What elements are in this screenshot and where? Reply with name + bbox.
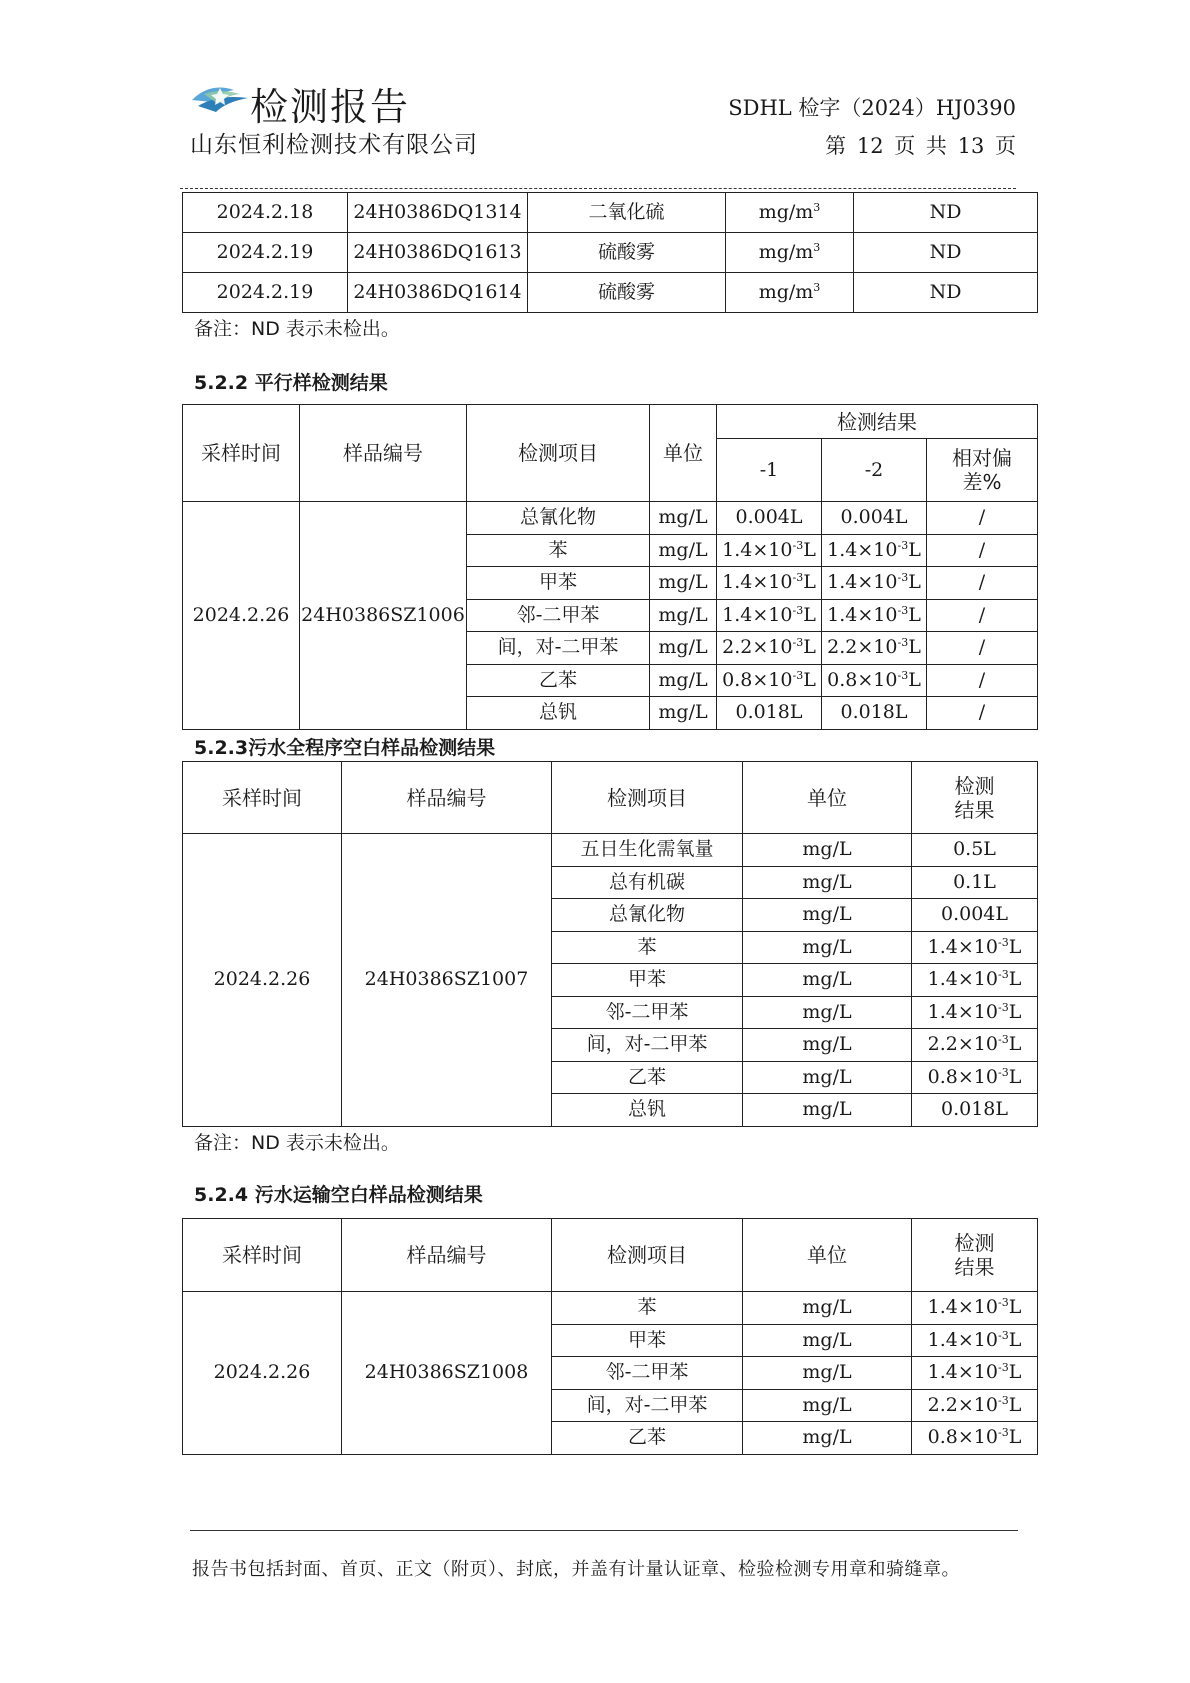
table-row: 甲苯 mg/L $1.4\times 10^{-3}L$: [183, 1324, 1038, 1357]
table-row: 苯 mg/L $1.4\times 10^{-3}L$: [183, 931, 1038, 964]
table-header-row: 采样时间 样品编号 检测项目 单位 检测结果: [183, 405, 1038, 439]
table-row: 2024.2.19 24H0386DQ1613 硫酸雾 $mg/m^3$ ND: [183, 233, 1038, 273]
footer-divider: [190, 1530, 1018, 1531]
header-divider: [180, 188, 1016, 189]
table-row: 2024.2.26 24H0386SZ1007 五日生化需氧量 mg/L 0.5L: [183, 834, 1038, 867]
table-row: 甲苯 mg/L $1.4\times 10^{-3}L$ $1.4\times 10^{-3}L$ /: [183, 567, 1038, 600]
table-row: 2024.2.26 24H0386SZ1006 总氰化物 mg/L 0.004L 0.004L /: [183, 502, 1038, 535]
company-name: 山东恒利检测技术有限公司: [190, 132, 478, 158]
page-number: 第 12 页 共 13 页: [825, 134, 1016, 158]
transport-blank-table: [182, 1218, 1038, 1455]
table-row: 邻-二甲苯 mg/L $1.4\times 10^{-3}L$ $1.4\times 10^{-3}L$ /: [183, 599, 1038, 632]
table-row: 乙苯 mg/L $0.8\times 10^{-3}L$: [183, 1422, 1038, 1455]
table-row: 总钒 mg/L 0.018L 0.018L /: [183, 697, 1038, 730]
table-row: 间，对-二甲苯 mg/L $2.2\times 10^{-3}L$: [183, 1389, 1038, 1422]
section-title-5-2-2: 5.2.2 平行样检测结果: [194, 372, 388, 394]
note-nd: 备注：ND 表示未检出。: [194, 318, 400, 340]
company-logo-icon: [190, 80, 250, 114]
section-title-5-2-4: 5.2.4 污水运输空白样品检测结果: [194, 1184, 483, 1206]
section-title-5-2-3: 5.2.3污水全程序空白样品检测结果: [194, 737, 496, 759]
table-header-row: -1 -2 相对偏 差%: [183, 439, 1038, 502]
table-row: 总有机碳 mg/L 0.1L: [183, 866, 1038, 899]
table-row: 2024.2.19 24H0386DQ1614 硫酸雾 $mg/m^3$ ND: [183, 273, 1038, 313]
table-row: 甲苯 mg/L $1.4\times 10^{-3}L$: [183, 964, 1038, 997]
table-row: 间，对-二甲苯 mg/L $2.2\times 10^{-3}L$ $2.2\times 10^{-3}L$ /: [183, 632, 1038, 665]
table-row: 2024.2.26 24H0386SZ1008 苯 mg/L $1.4\times 10^{-3}L$: [183, 1292, 1038, 1325]
table-row: 乙苯 mg/L $0.8\times 10^{-3}L$: [183, 1061, 1038, 1094]
table-row: 邻-二甲苯 mg/L $1.4\times 10^{-3}L$: [183, 1357, 1038, 1390]
table-row: 苯 mg/L $1.4\times 10^{-3}L$ $1.4\times 10^{-3}L$ /: [183, 534, 1038, 567]
table-row: 间，对-二甲苯 mg/L $2.2\times 10^{-3}L$: [183, 1029, 1038, 1062]
note-nd: 备注：ND 表示未检出。: [194, 1132, 400, 1154]
table-row: 总钒 mg/L 0.018L: [183, 1094, 1038, 1127]
table-header-row: 采样时间 样品编号 检测项目 单位 检测 结果: [183, 1219, 1038, 1292]
footer-note: 报告书包括封面、首页、正文（附页）、封底，并盖有计量认证章、检验检测专用章和骑缝章。: [192, 1559, 960, 1580]
full-process-blank-table: [182, 761, 1038, 1127]
table-row: 总氰化物 mg/L 0.004L: [183, 899, 1038, 932]
document-number: SDHL 检字（2024）HJ0390: [728, 96, 1016, 120]
results-table-continued: [182, 192, 1038, 313]
table-row: 邻-二甲苯 mg/L $1.4\times 10^{-3}L$: [183, 996, 1038, 1029]
table-header-row: 采样时间 样品编号 检测项目 单位 检测 结果: [183, 762, 1038, 834]
parallel-sample-table: [182, 404, 1038, 730]
table-row: 乙苯 mg/L $0.8\times 10^{-3}L$ $0.8\times 10^{-3}L$ /: [183, 664, 1038, 697]
table-row: 2024.2.18 24H0386DQ1314 二氧化硫 $mg/m^3$ ND: [183, 193, 1038, 233]
report-title: 检测报告: [250, 85, 411, 129]
